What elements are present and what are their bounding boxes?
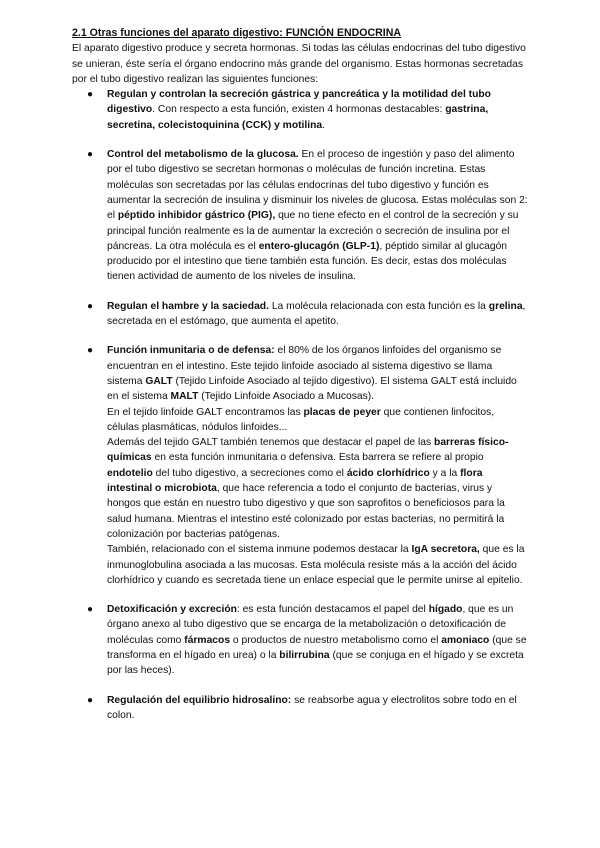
- item-paragraph: [107, 405, 528, 436]
- item-paragraph: [107, 87, 528, 133]
- item-paragraph: [107, 343, 528, 404]
- item-paragraph: [107, 542, 528, 588]
- item-paragraph: [107, 147, 528, 285]
- text-run: que no tiene efecto en el control de la secreción y su principal función realmente es la de aumentar la excreción o secreción de insulina por el páncreas. La otra molécula es el: [107, 210, 519, 252]
- intro-paragraph: El aparato digestivo produce y secreta hormonas. Si todas las células endocrinas del tubo digestivo se unieran, éste sería el órgano endocrino más grande del organismo. Estas hormonas secretadas por el tubo digestivo realizan las siguientes funciones:: [72, 43, 526, 85]
- bold-term: IgA secretora,: [411, 544, 480, 556]
- bold-term: amoniaco: [441, 634, 490, 646]
- bold-term: placas de peyer: [303, 406, 381, 418]
- bold-term: hígado: [428, 604, 463, 616]
- text-run: Además del tejido GALT también tenemos que destacar el papel de las: [107, 437, 435, 449]
- bold-term: grelina: [488, 300, 523, 312]
- bold-term: fármacos: [184, 634, 231, 646]
- text-run: o productos de nuestro metabolismo como el: [230, 634, 442, 646]
- list-item-glucose-metabolism: [72, 147, 528, 285]
- bullet-icon: ●: [87, 300, 94, 312]
- text-run: en esta función inmunitaria o defensiva. Esta barrera se refiere al propio: [151, 452, 484, 464]
- list-item-hunger-satiety: [72, 299, 528, 330]
- text-run: (Tejido Linfoide Asociado al tejido digestivo). El sistema GALT está incluido en el sistema: [107, 375, 517, 403]
- bold-term: gastrina, secretina, colecistoquinina (CCK) y motilina: [107, 104, 489, 131]
- bold-term: barreras físico-químicas: [107, 437, 509, 464]
- item-paragraph: [107, 435, 528, 542]
- item-paragraph: [107, 299, 528, 330]
- text-run: se reabsorbe agua y electrolitos sobre todo en el colon.: [107, 694, 517, 721]
- item-title: Función inmunitaria o de defensa:: [107, 345, 275, 357]
- section-heading: 2.1 Otras funciones del aparato digestivo: FUNCIÓN ENDOCRINA: [72, 27, 402, 39]
- item-title: Regulación del equilibrio hidrosalino:: [107, 694, 292, 706]
- list-item-immune-function: [72, 343, 528, 588]
- bullet-icon: ●: [87, 89, 94, 101]
- item-paragraph: [107, 602, 528, 678]
- text-run: En el proceso de ingestión y paso del alimento por el tubo digestivo se secretan hormonas o moléculas de función incretina. Estas moléculas son secretadas por las células endocrinas del tubo digestivo y función es aumentar la secreción de insulina y disminuir los niveles de glucosa. Estas moléculas son 2: el: [107, 149, 528, 222]
- bullet-icon: ●: [87, 149, 94, 161]
- function-list: [72, 87, 528, 723]
- text-run: , secretada en el estómago, que aumenta el apetito.: [107, 300, 526, 328]
- text-run: La molécula relacionada con esta función es la: [268, 300, 489, 312]
- bold-term: bilirrubina: [279, 649, 330, 661]
- text-run: que es la inmunoglobulina asociada a las mucosas. Esta molécula resiste más a la acción del ácido clorhídrico y cuando es secretada tiene un enlace especial que le permite unirse al epitelio.: [107, 544, 525, 586]
- item-title: Detoxificación y excreción: [107, 604, 237, 616]
- text-run: En el tejido linfoide GALT encontramos las: [107, 406, 304, 418]
- text-run: .: [322, 119, 326, 131]
- bold-term: entero-glucagón (GLP-1): [258, 240, 380, 252]
- bold-term: GALT: [145, 375, 173, 387]
- text-run: : es esta función destacamos el papel del: [236, 604, 429, 616]
- text-run: , péptido similar al glucagón producido por el intestino que tiene también esta función. Es decir, estas dos moléculas tienen actividad de aumento de los niveles de insulina.: [107, 240, 508, 283]
- document-page: [72, 26, 528, 723]
- text-run: (Tejido Linfoide Asociado a Mucosas).: [198, 391, 375, 403]
- text-run: (que se transforma en el hígado en urea) o la: [107, 634, 527, 661]
- bold-term: endotelio: [107, 467, 153, 479]
- bullet-icon: ●: [87, 604, 94, 616]
- list-item-hydrosaline-balance: [72, 693, 528, 724]
- item-title: Regulan y controlan la secreción gástrica y pancreática y la motilidad del tubo digestivo: [107, 89, 491, 116]
- text-run: y a la: [429, 467, 461, 479]
- item-paragraph: [107, 693, 528, 724]
- item-title: Regulan el hambre y la saciedad.: [107, 300, 269, 312]
- bold-term: flora intestinal o microbiota: [107, 467, 483, 495]
- item-title: Control del metabolismo de la glucosa.: [107, 149, 299, 161]
- text-run: del tubo digestivo, a secreciones como el: [152, 467, 347, 479]
- list-item-detox-excretion: [72, 602, 528, 678]
- text-run: (que se conjuga en el hígado y se excreta por las heces).: [107, 649, 524, 677]
- text-run: , que es un órgano anexo al tubo digestivo que se encarga de la metabolización o detoxificación de moléculas como: [107, 604, 514, 646]
- text-run: el 80% de los órganos linfoides del organismo se encuentran en el intestino. Este tejido linfoide asociado al sistema digestivo se llama sistema: [107, 345, 502, 387]
- bold-term: péptido inhibidor gástrico (PIG),: [117, 210, 276, 222]
- list-item-secretion-motility: [72, 87, 528, 133]
- text-run: , que hace referencia a todo el conjunto de bacterias, virus y hongos que están en nuestro tubo digestivo y que son saprofitos o beneficiosos para la salud humana. Mientras el intestino esté colonizado por estas bacterias, no permitirá la colonización por bacterias patógenas.: [107, 483, 505, 540]
- bullet-icon: ●: [87, 694, 94, 706]
- text-run: También, relacionado con el sistema inmune podemos destacar la: [107, 544, 412, 556]
- text-run: . Con respecto a esta función, existen 4 hormonas destacables:: [152, 104, 446, 116]
- text-run: que contienen linfocitos, células plasmáticas, nódulos linfoides...: [107, 406, 495, 433]
- bullet-icon: ●: [87, 345, 94, 357]
- bold-term: ácido clorhídrico: [346, 467, 430, 479]
- bold-term: MALT: [170, 391, 199, 403]
